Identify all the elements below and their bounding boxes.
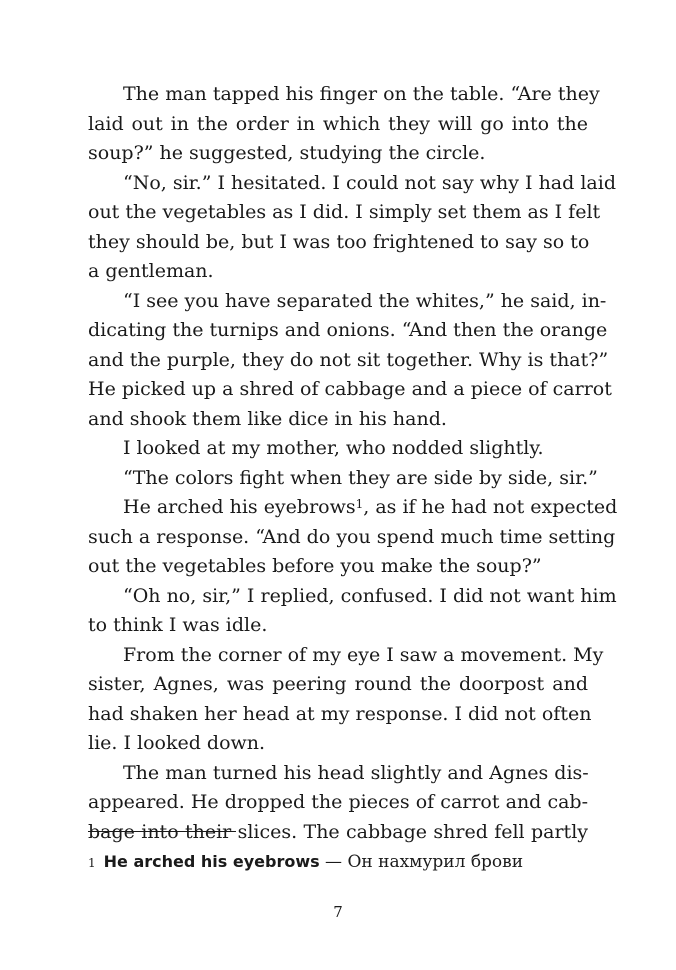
text-line: and the purple, they do not sit together. Why is that?” xyxy=(88,348,609,371)
footnote-term: He arched his eyebrows xyxy=(103,852,320,871)
text-line: “Oh no, sir,” I replied, confused. I did not want him xyxy=(123,584,617,607)
footnote-divider xyxy=(88,831,236,832)
footnote-translation: — Он нахмурил брови xyxy=(325,852,524,872)
text-line: “No, sir.” I hesitated. I could not say why I had laid xyxy=(123,171,616,194)
text-line: laid out in the order in which they will go into the xyxy=(88,112,588,135)
text-line: lie. I looked down. xyxy=(88,732,266,754)
text-line: The man turned his head slightly and Agnes dis- xyxy=(123,761,589,784)
text-line xyxy=(88,493,618,523)
text-line: such a response. “And do you spend much time setting xyxy=(88,525,616,548)
text-line: dicating the turnips and onions. “And then the orange xyxy=(88,319,608,341)
body-text xyxy=(88,80,618,847)
text-line: to think I was idle. xyxy=(88,614,268,636)
text-line: “I see you have separated the whites,” he said, in- xyxy=(123,289,607,312)
footnote-reference[interactable]: 1 xyxy=(355,497,364,511)
text-line: bage into their slices. The cabbage shred fell partly xyxy=(88,820,588,843)
footnote-number: 1 xyxy=(88,856,96,870)
text-line: they should be, but I was too frightened to say so to xyxy=(88,230,590,253)
text-line: out the vegetables as I did. I simply set them as I felt xyxy=(88,201,601,223)
text-line: out the vegetables before you make the soup?” xyxy=(88,555,542,577)
text-line: soup?” he suggested, studying the circle. xyxy=(88,142,486,164)
text-segment: , as if he had not expected xyxy=(363,496,618,518)
text-line: He picked up a shred of cabbage and a piece of carrot xyxy=(88,378,612,400)
text-line: sister, Agnes, was peering round the doorpost and xyxy=(88,673,588,695)
text-segment: He arched his eyebrows xyxy=(123,496,356,518)
text-line: “The colors fight when they are side by side, sir.” xyxy=(123,466,598,489)
page-number: 7 xyxy=(333,903,343,921)
text-line: The man tapped his finger on the table. “Are they xyxy=(123,83,600,105)
text-line: and shook them like dice in his hand. xyxy=(88,407,447,430)
text-line: had shaken her head at my response. I did not often xyxy=(88,702,592,725)
text-line: From the corner of my eye I saw a movement. My xyxy=(123,643,604,666)
text-line: appeared. He dropped the pieces of carrot and cab- xyxy=(88,791,588,813)
text-line: I looked at my mother, who nodded slightly. xyxy=(123,437,544,459)
footnote xyxy=(88,850,523,874)
text-line: a gentleman. xyxy=(88,260,214,282)
